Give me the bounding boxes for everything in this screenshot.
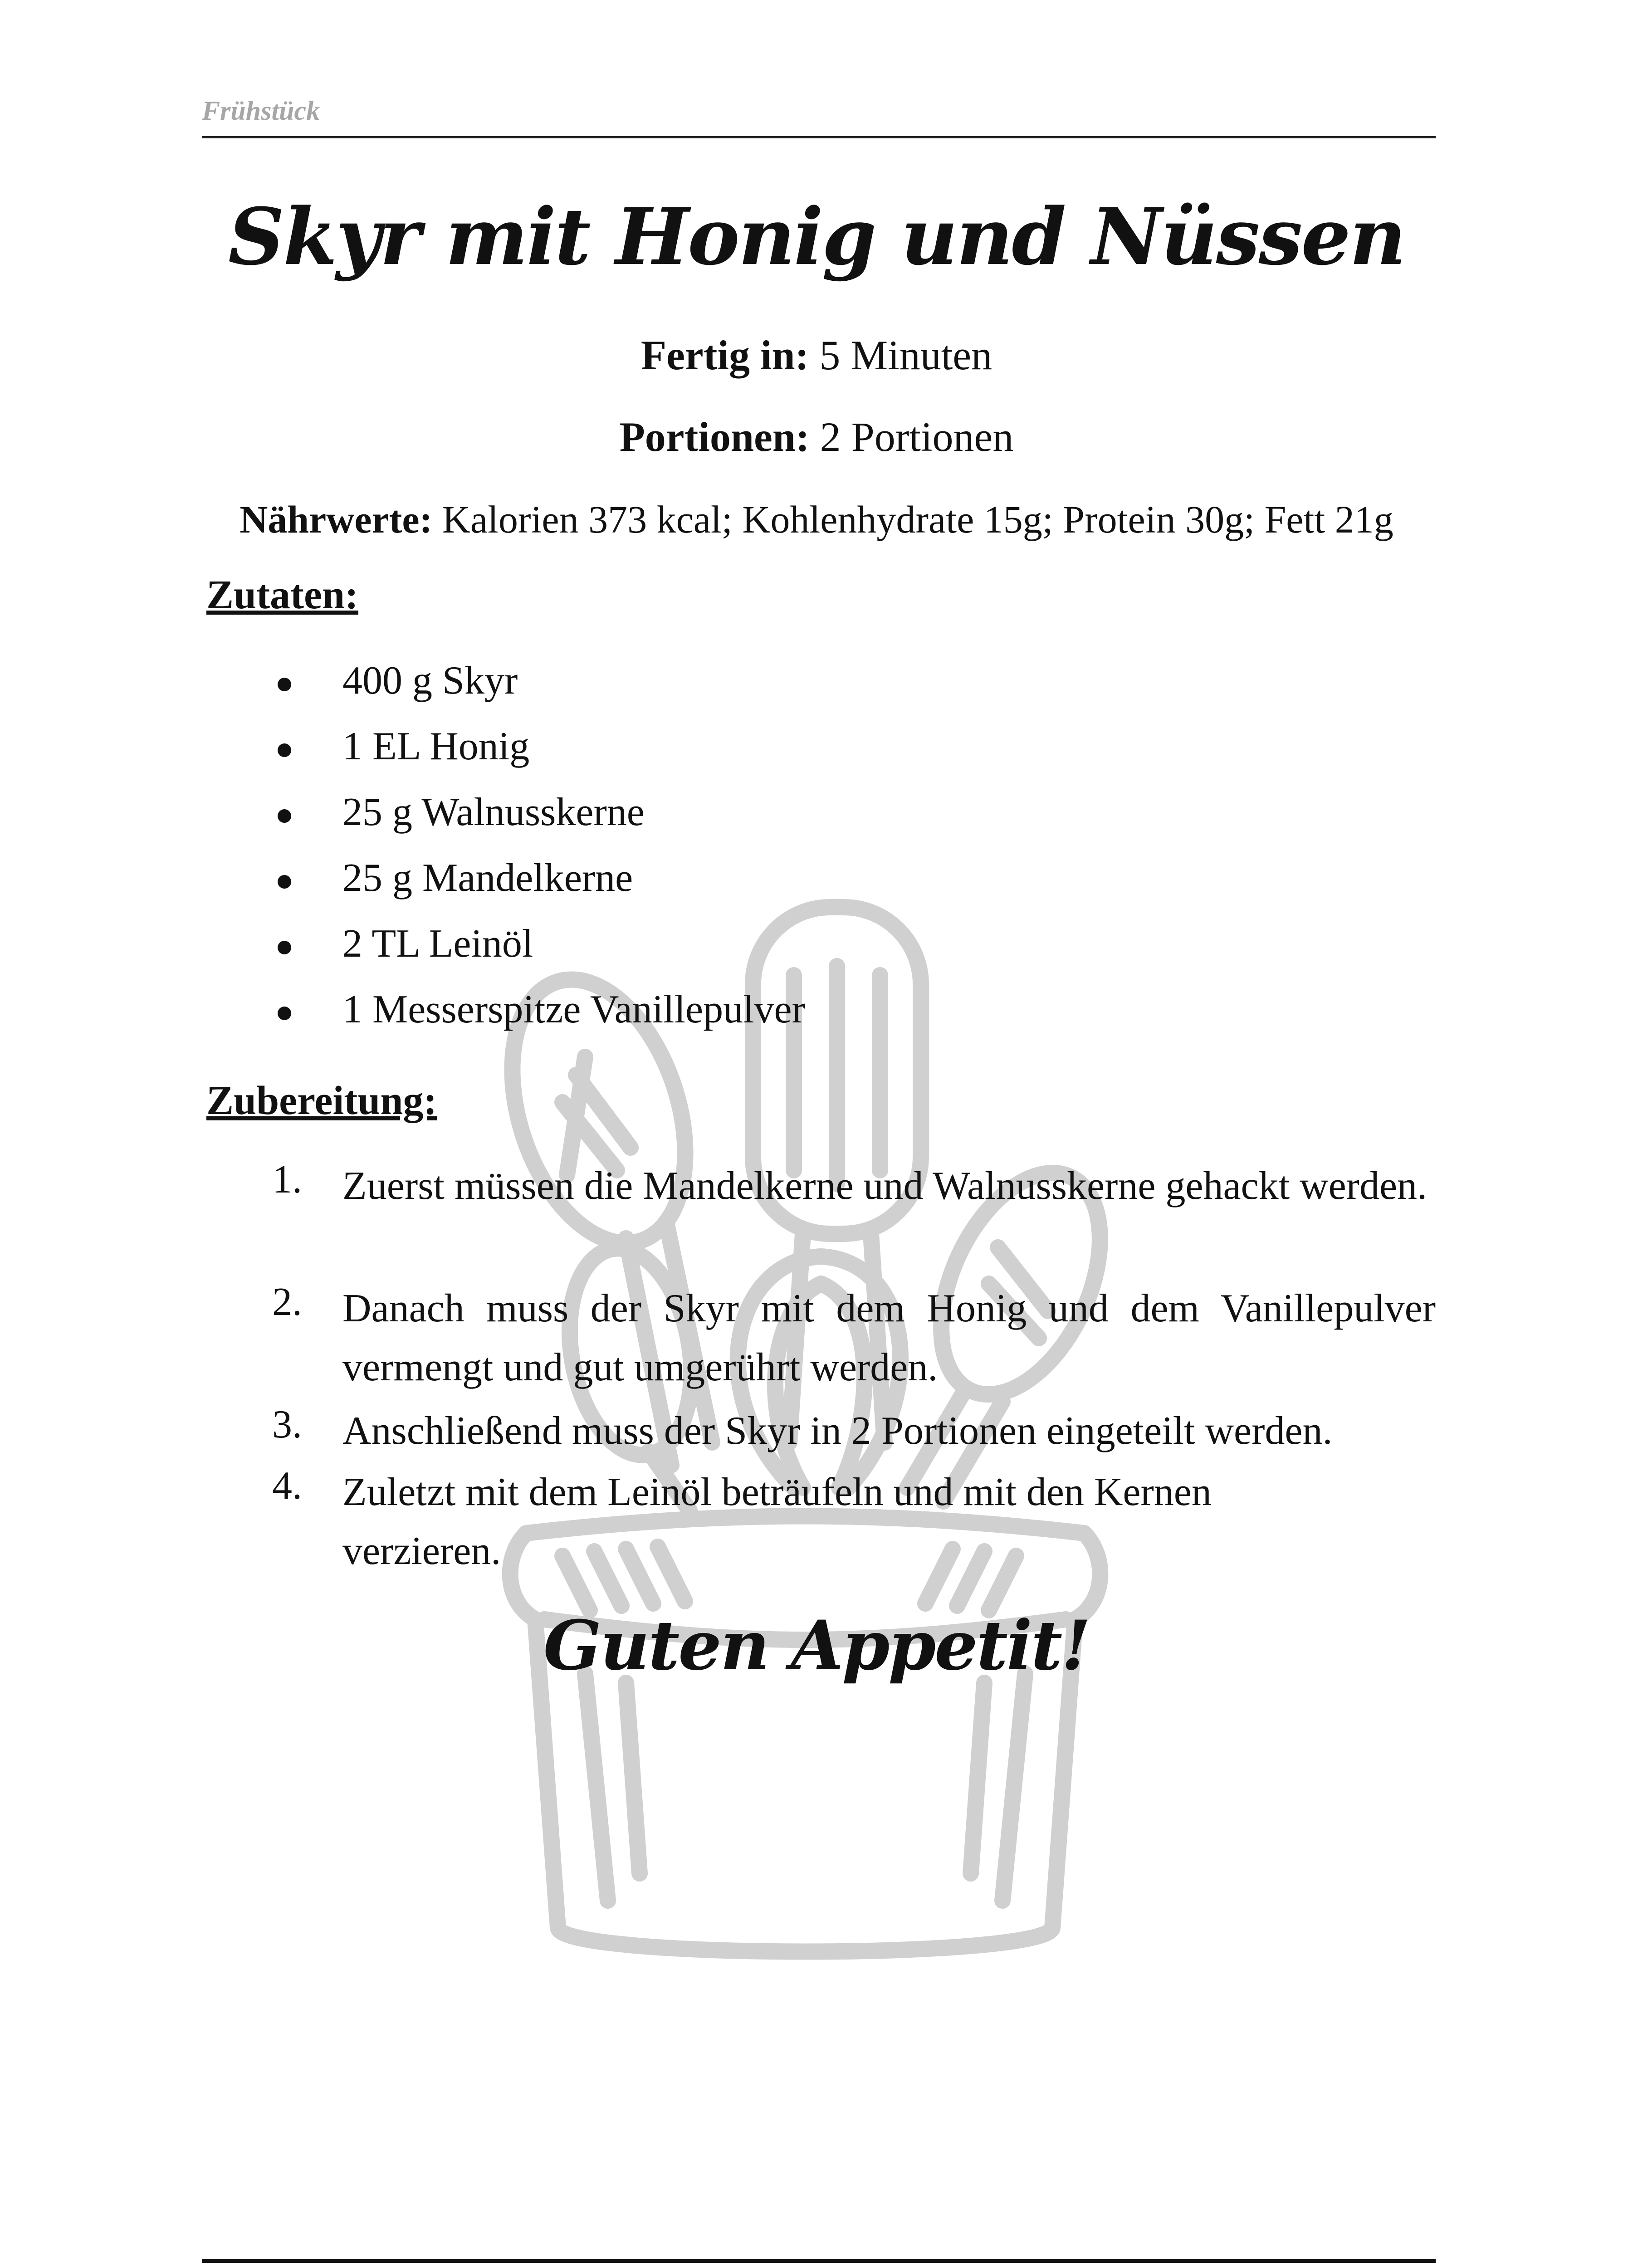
bullet-icon (278, 809, 291, 823)
bullet-icon (278, 1007, 291, 1020)
step-text: Zuerst müssen die Mandelkerne und Walnusskerne gehackt werden. (342, 1164, 1427, 1208)
prep-time-label: Fertig in: (640, 332, 809, 378)
servings-value: 2 Portionen (820, 414, 1014, 460)
nutrition-value: Kalorien 373 kcal; Kohlenhydrate 15g; Protein 30g; Fett 21g (442, 498, 1393, 541)
preparation-heading: Zubereitung: (206, 1078, 437, 1123)
footer-divider (202, 2259, 1436, 2263)
bullet-icon (278, 875, 291, 889)
step-text: Anschließend muss der Skyr in 2 Portionen eingeteilt werden. (342, 1409, 1333, 1453)
prep-time (0, 331, 1633, 379)
servings-label: Portionen: (619, 414, 810, 460)
step-text: Danach muss der Skyr mit dem Honig und dem Vanillepulver vermengt und gut umgerührt werden. (342, 1286, 1436, 1389)
bullet-icon (278, 743, 291, 757)
recipe-title: Skyr mit Honig und Nüssen (228, 191, 1405, 283)
step-number: 1. (272, 1158, 302, 1202)
header-divider (202, 136, 1436, 138)
bullet-icon (278, 941, 291, 954)
bullet-icon (278, 678, 291, 691)
closing-text: Guten Appetit! (543, 1606, 1090, 1686)
nutrition (0, 497, 1633, 542)
section-header: Frühstück (202, 96, 320, 126)
prep-time-value: 5 Minuten (819, 332, 993, 378)
nutrition-label: Nährwerte: (240, 498, 433, 541)
ingredients-heading: Zutaten: (206, 572, 358, 617)
step-number: 4. (272, 1464, 302, 1508)
step-number: 3. (272, 1403, 302, 1447)
step-text: Zuletzt mit dem Leinöl beträufeln und mit den Kernen verzieren. (342, 1470, 1212, 1573)
step-number: 2. (272, 1280, 302, 1324)
servings (0, 413, 1633, 461)
